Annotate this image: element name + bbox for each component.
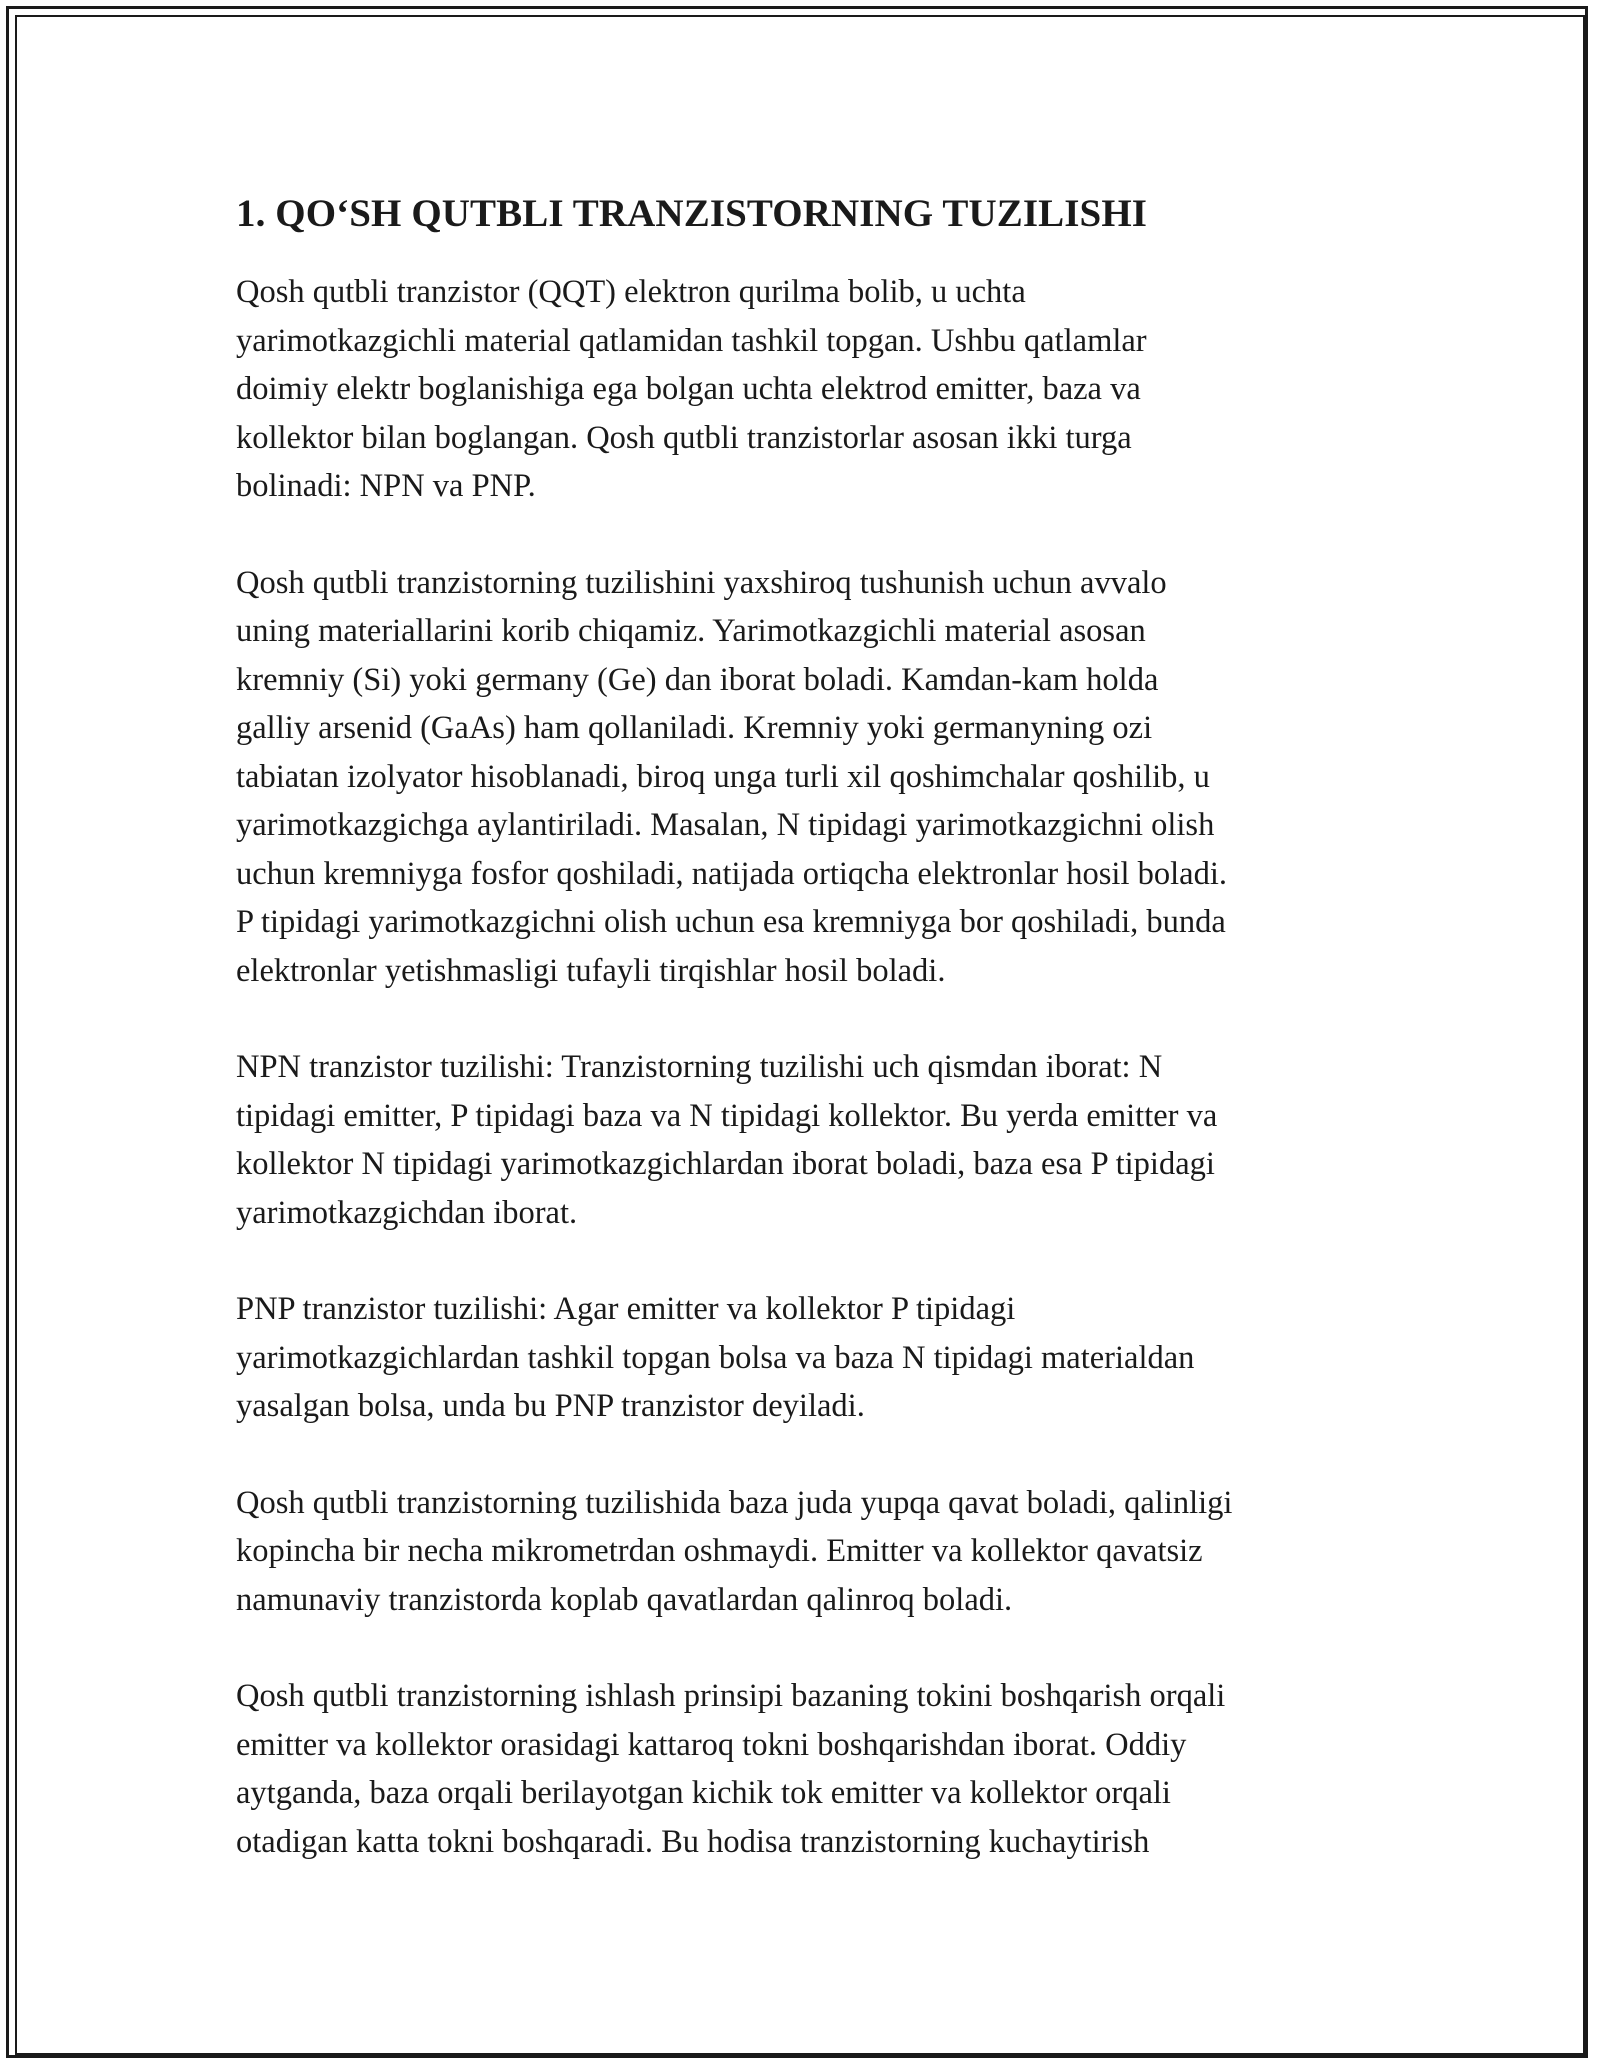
paragraph-line: otadigan katta tokni boshqaradi. Bu hodisa tranzistorning kuchaytirish bbox=[236, 1823, 1150, 1860]
paragraph-line: kopincha bir necha mikrometrdan oshmaydi. Emitter va kollektor qavatsiz bbox=[236, 1533, 1203, 1569]
paragraph-line: bolinadi: NPN va PNP. bbox=[236, 468, 536, 504]
paragraph bbox=[236, 1043, 1386, 1237]
section-heading: 1. QO‘SH QUTBLI TRANZISTORNING TUZILISHI bbox=[236, 192, 1148, 235]
paragraph-line: kollektor N tipidagi yarimotkazgichlardan iborat boladi, baza esa P tipidagi bbox=[236, 1146, 1215, 1182]
paragraph-line: tabiatan izolyator hisoblanadi, biroq unga turli xil qoshimchalar qoshilib, u bbox=[236, 758, 1210, 795]
paragraph-line: emitter va kollektor orasidagi kattaroq tokni boshqarishdan iborat. Oddiy bbox=[236, 1726, 1187, 1763]
paragraph-line: yasalgan bolsa, unda bu PNP tranzistor deyiladi. bbox=[236, 1388, 865, 1424]
paragraph-line: Qosh qutbli tranzistorning tuzilishida baza juda yupqa qavat boladi, qalinligi bbox=[236, 1484, 1233, 1521]
paragraph-line: kremniy (Si) yoki germany (Ge) dan iborat boladi. Kamdan-kam holda bbox=[236, 661, 1159, 698]
paragraph bbox=[236, 1672, 1386, 1866]
paragraph-line: tipidagi emitter, P tipidagi baza va N tipidagi kollektor. Bu yerda emitter va bbox=[236, 1097, 1218, 1134]
paragraph bbox=[236, 1479, 1386, 1625]
paragraph-line: yarimotkazgichlardan tashkil topgan bolsa va baza N tipidagi materialdan bbox=[236, 1339, 1195, 1376]
paragraph-line: doimiy elektr boglanishiga ega bolgan uchta elektrod emitter, baza va bbox=[236, 371, 1141, 407]
paragraph bbox=[236, 268, 1386, 511]
paragraph bbox=[236, 1285, 1386, 1431]
paragraph-line: Qosh qutbli tranzistorning ishlash prinsipi bazaning tokini boshqarish orqali bbox=[236, 1678, 1226, 1714]
paragraph-line: yarimotkazgichdan iborat. bbox=[236, 1194, 578, 1231]
paragraph-line: galliy arsenid (GaAs) ham qollaniladi. Kremniy yoki germanyning ozi bbox=[236, 710, 1153, 746]
paragraph bbox=[236, 559, 1386, 996]
paragraph-line: uchun kremniyga fosfor qoshiladi, natijada ortiqcha elektronlar hosil boladi. bbox=[236, 855, 1227, 892]
paragraph-line: aytganda, baza orqali berilayotgan kichik tok emitter va kollektor orqali bbox=[236, 1775, 1171, 1811]
paragraph-line: kollektor bilan boglangan. Qosh qutbli tranzistorlar asosan ikki turga bbox=[236, 419, 1132, 456]
paragraph-line: namunaviy tranzistorda koplab qavatlardan qalinroq boladi. bbox=[236, 1581, 1013, 1618]
paragraph-list bbox=[236, 268, 1386, 1866]
paragraph-line: yarimotkazgichli material qatlamidan tashkil topgan. Ushbu qatlamlar bbox=[236, 322, 1147, 359]
paragraph-line: NPN tranzistor tuzilishi: Tranzistorning tuzilishi uch qismdan iborat: N bbox=[236, 1049, 1163, 1085]
paragraph-line: Qosh qutbli tranzistorning tuzilishini yaxshiroq tushunish uchun avvalo bbox=[236, 564, 1167, 601]
paragraph-line: Qosh qutbli tranzistor (QQT) elektron qurilma bolib, u uchta bbox=[236, 274, 1026, 310]
paragraph-line: P tipidagi yarimotkazgichni olish uchun esa kremniyga bor qoshiladi, bunda bbox=[236, 904, 1226, 940]
paragraph-line: elektronlar yetishmasligi tufayli tirqishlar hosil boladi. bbox=[236, 952, 946, 989]
paragraph-line: PNP tranzistor tuzilishi: Agar emitter va kollektor P tipidagi bbox=[236, 1291, 1016, 1327]
paragraph-line: uning materiallarini korib chiqamiz. Yarimotkazgichli material asosan bbox=[236, 613, 1146, 649]
paragraph-line: yarimotkazgichga aylantiriladi. Masalan, N tipidagi yarimotkazgichni olish bbox=[236, 807, 1215, 843]
document-body bbox=[236, 186, 1386, 1914]
